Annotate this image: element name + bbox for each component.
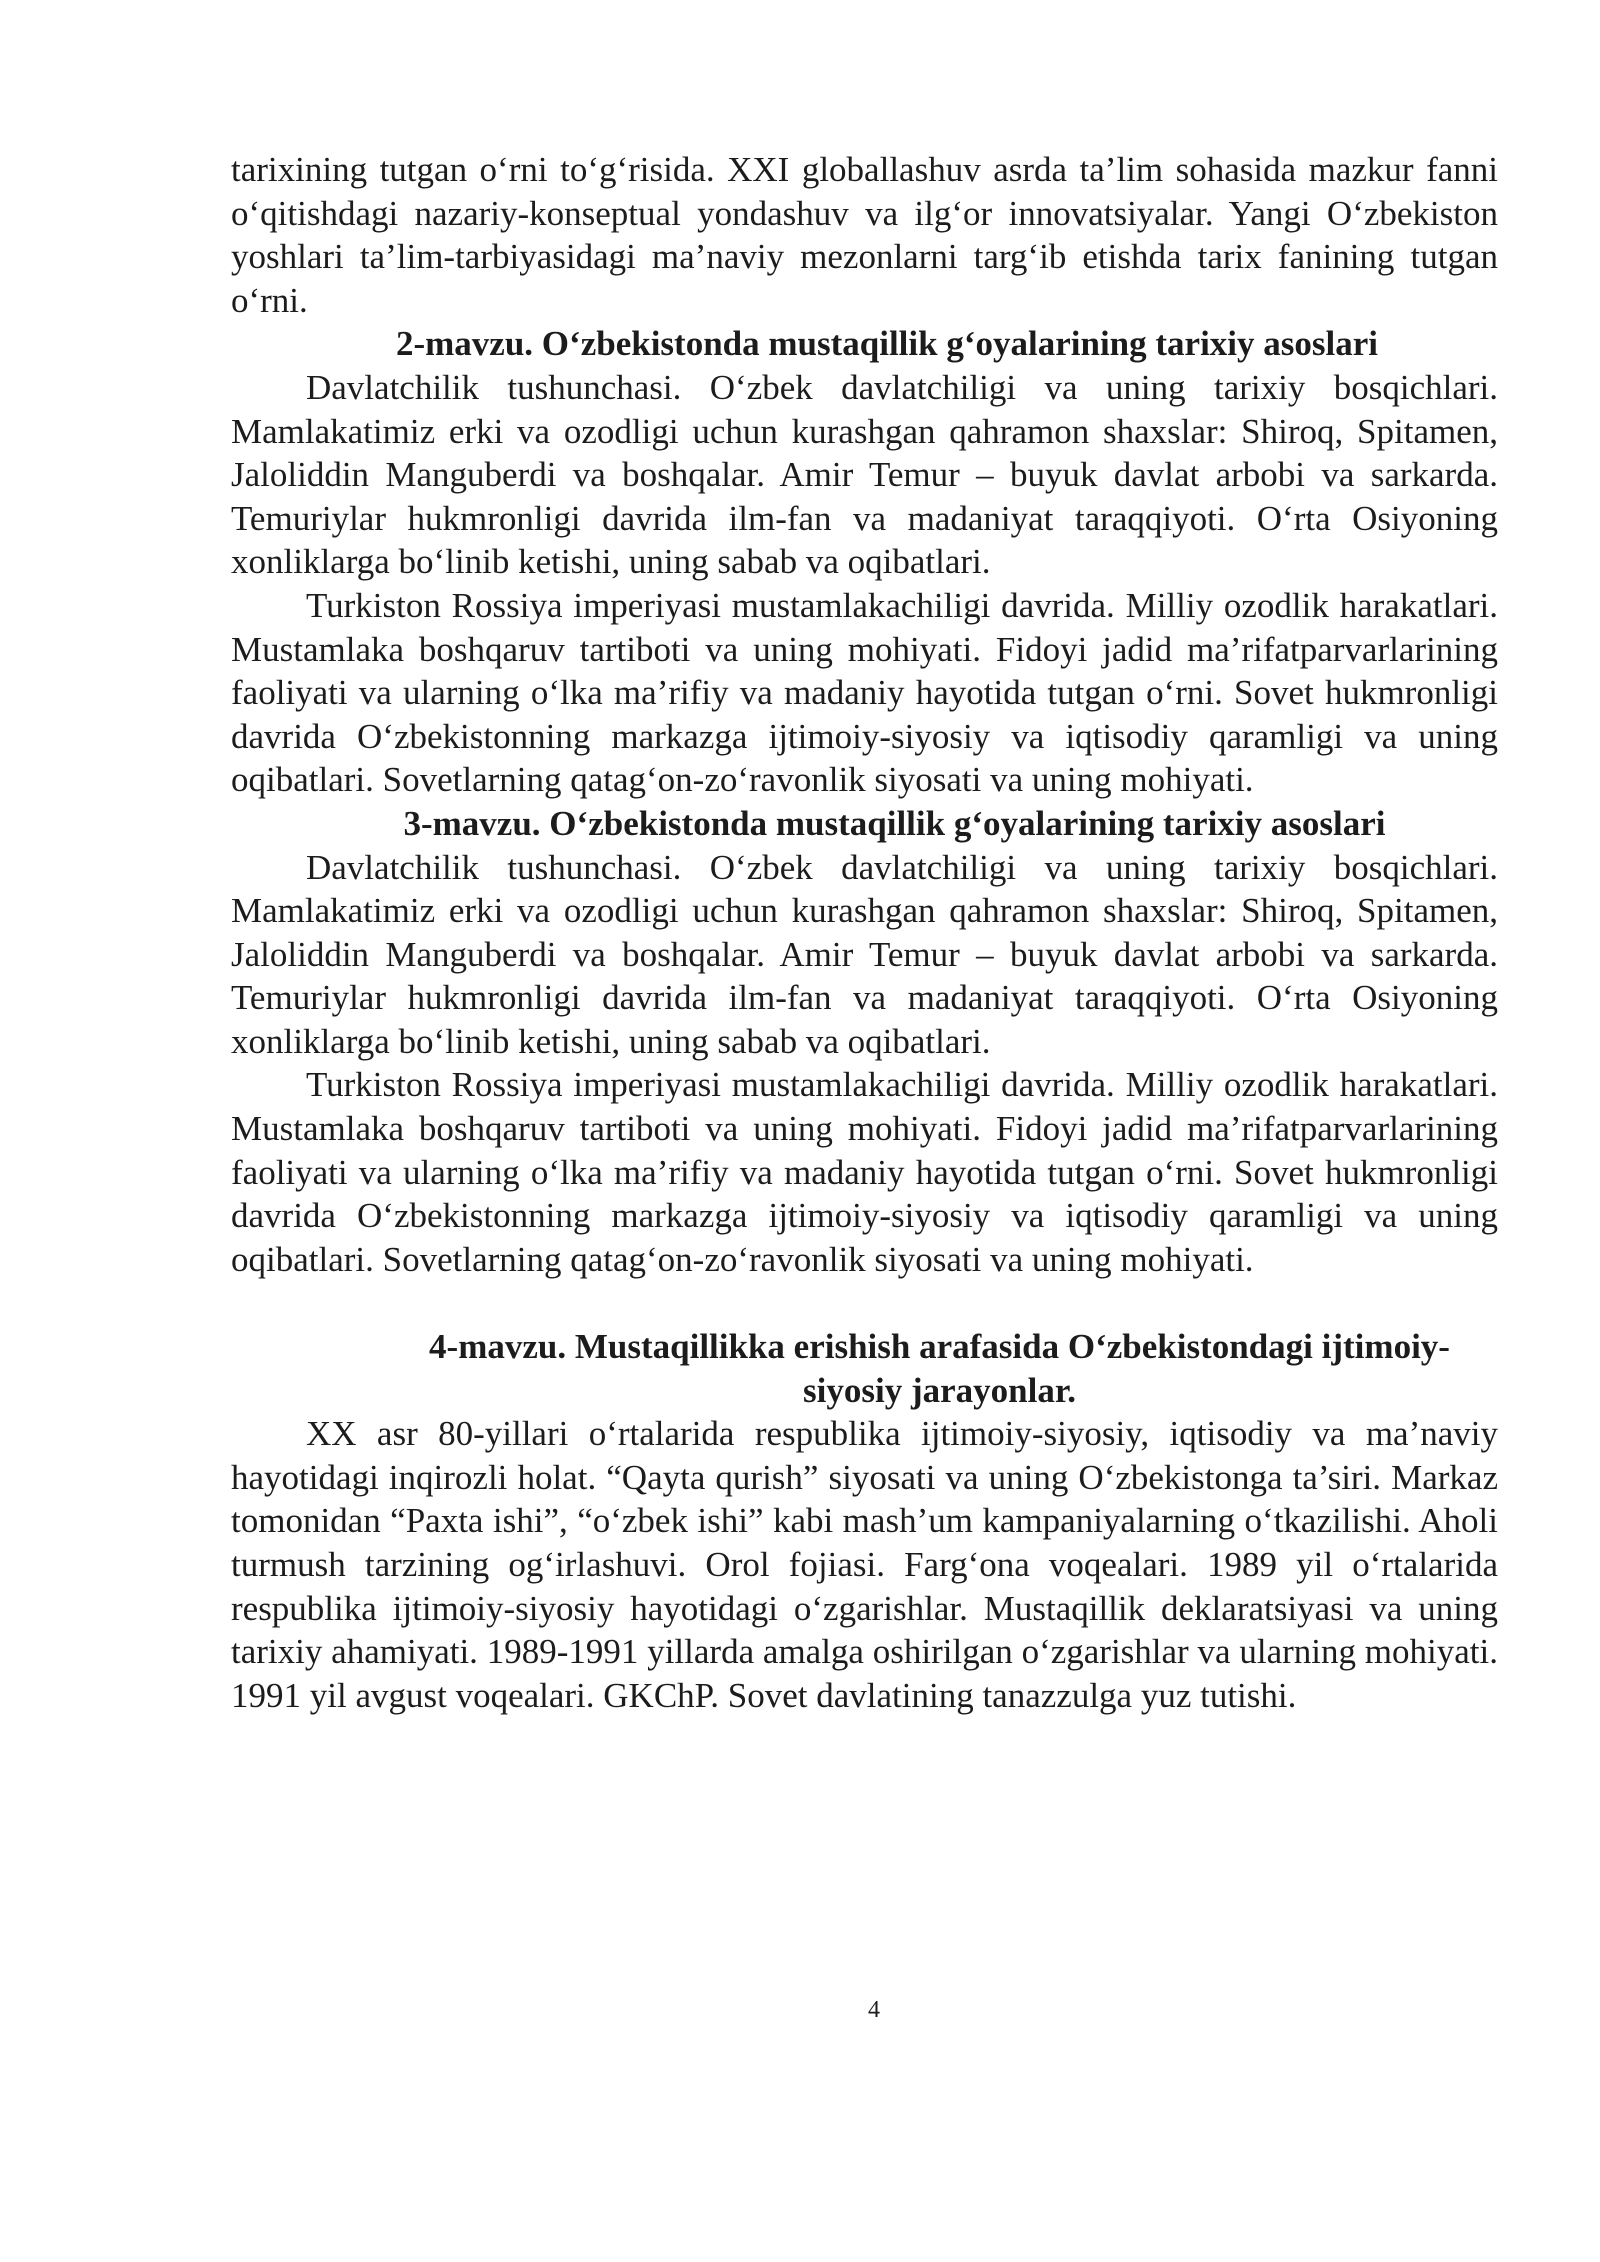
topic-4-heading: 4-mavzu. Mustaqillikka erishish arafasida O‘zbekistondagi ijtimoiy-siyosiy jarayonlar. — [429, 1327, 1450, 1410]
topic-2-paragraph-2: Turkiston Rossiya imperiyasi mustamlakachiligi davrida. Milliy ozodlik harakatlari. Mustamlaka boshqaruv tartiboti va uning mohiyati. Fidoyi jadid ma’rifatparvarlarining faoliyati va ularning o‘lka ma’rifiy va madaniy hayotida tutgan o‘rni. Sovet hukmronligi davrida O‘zbekistonning markazga ijtimoiy-siyosiy va iqtisodiy qaramligi va uning oqibatlari. Sovetlarning qatag‘on-zo‘ravonlik siyosati va uning mohiyati. — [231, 585, 1498, 800]
topic-4-paragraph-1: XX asr 80-yillari o‘rtalarida respublika ijtimoiy-siyosiy, iqtisodiy va ma’naviy hayotidagi inqirozli holat. “Qayta qurish” siyosati va uning O‘zbekistonga ta’siri. Markaz tomonidan “Paxta ishi”, “o‘zbek ishi” kabi mash’um kampaniyalarning o‘tkazilishi. Aholi turmush tarzining og‘irlashuvi. Orol fojiasi. Farg‘ona voqealari. 1989 yil o‘rtalarida respublika ijtimoiy-siyosiy hayotidagi o‘zgarishlar. Mustaqillik deklaratsiyasi va uning tarixiy ahamiyati. 1989-1991 yillarda amalga oshirilgan o‘zgarishlar va ularning mohiyati. 1991 yil avgust voqealari. GKChP. Sovet davlatining tanazzulga yuz tutishi. — [231, 1414, 1498, 1715]
topic-2-paragraph-1: Davlatchilik tushunchasi. O‘zbek davlatchiligi va uning tarixiy bosqichlari. Mamlakatimiz erki va ozodligi uchun kurashgan qahramon shaxslar: Shiroq, Spitamen, Jaloliddin Manguberdi va boshqalar. Amir Temur – buyuk davlat arbobi va sarkarda. Temuriylar hukmronligi davrida ilm-fan va madaniyat taraqqiyoti. O‘rta Osiyoning xonliklarga bo‘linib ketishi, uning sabab va oqibatlari. — [231, 367, 1498, 582]
topic-3-heading: 3-mavzu. O‘zbekistonda mustaqillik g‘oyalarining tarixiy asoslari — [403, 803, 1386, 843]
topic-3-paragraph-1: Davlatchilik tushunchasi. O‘zbek davlatchiligi va uning tarixiy bosqichlari. Mamlakatimiz erki va ozodligi uchun kurashgan qahramon shaxslar: Shiroq, Spitamen, Jaloliddin Manguberdi va boshqalar. Amir Temur – buyuk davlat arbobi va sarkarda. Temuriylar hukmronligi davrida ilm-fan va madaniyat taraqqiyoti. O‘rta Osiyoning xonliklarga bo‘linib ketishi, uning sabab va oqibatlari. — [231, 847, 1498, 1061]
page-content — [231, 148, 1498, 1717]
intro-paragraph: tarixining tutgan o‘rni to‘g‘risida. XXI globallashuv asrda ta’lim sohasida mazkur fanni o‘qitishdagi nazariy-konseptual yondashuv va ilg‘or innovatsiyalar. Yangi O‘zbekiston yoshlari ta’lim-tarbiyasidagi ma’naviy mezonlarni targ‘ib etishda tarix fanining tutgan o‘rni. — [231, 150, 1498, 320]
topic-3-paragraph-2: Turkiston Rossiya imperiyasi mustamlakachiligi davrida. Milliy ozodlik harakatlari. Mustamlaka boshqaruv tartiboti va uning mohiyati. Fidoyi jadid ma’rifatparvarlarining faoliyati va ularning o‘lka ma’rifiy va madaniy hayotida tutgan o‘rni. Sovet hukmronligi davrida O‘zbekistonning markazga ijtimoiy-siyosiy va iqtisodiy qaramligi va uning oqibatlari. Sovetlarning qatag‘on-zo‘ravonlik siyosati va uning mohiyati. — [231, 1065, 1498, 1279]
page-number: 4 — [868, 1997, 880, 2023]
topic-2-heading: 2-mavzu. O‘zbekistonda mustaqillik g‘oyalarining tarixiy asoslari — [396, 324, 1378, 364]
